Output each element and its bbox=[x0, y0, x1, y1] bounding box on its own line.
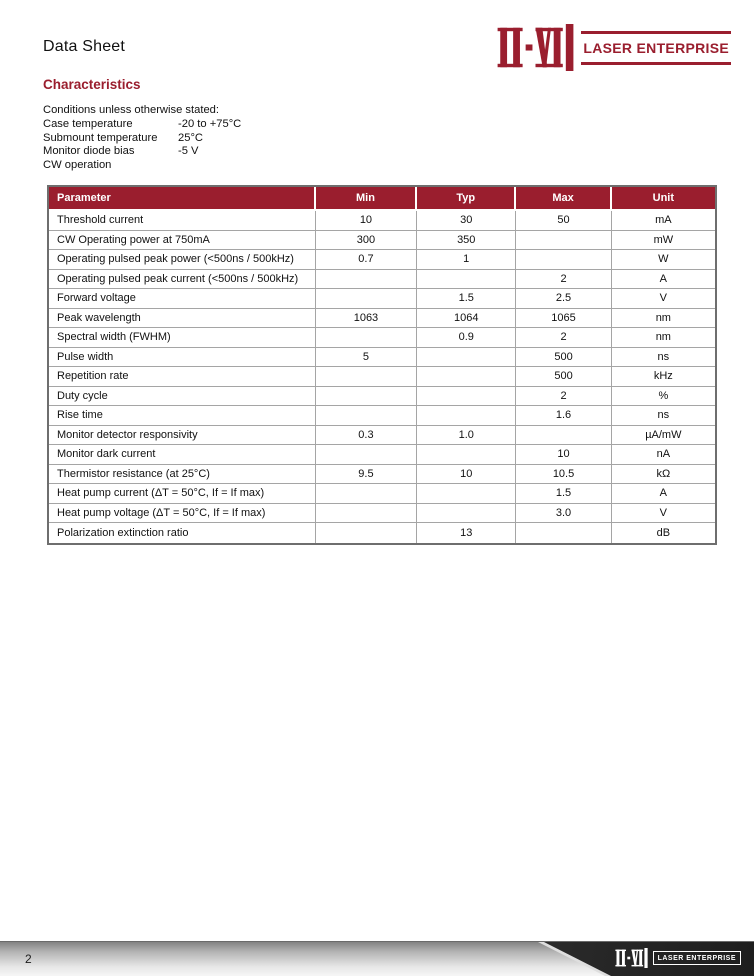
max-cell: 1065 bbox=[516, 309, 611, 329]
parameter-cell: Pulse width bbox=[49, 348, 316, 368]
condition-value: 25°C bbox=[178, 131, 203, 144]
typ-cell: 1.0 bbox=[417, 426, 516, 446]
max-cell: 1.5 bbox=[516, 484, 611, 504]
unit-cell: kHz bbox=[612, 367, 715, 387]
header-min: Min bbox=[316, 187, 417, 211]
max-cell: 500 bbox=[516, 367, 611, 387]
condition-item bbox=[43, 145, 241, 159]
section-heading: Characteristics bbox=[43, 77, 141, 92]
company-logo bbox=[497, 24, 731, 71]
min-cell bbox=[316, 387, 417, 407]
max-cell: 2 bbox=[516, 387, 611, 407]
conditions-intro-text: Conditions unless otherwise stated: bbox=[43, 104, 219, 116]
ii-vi-mark-icon bbox=[497, 24, 574, 71]
unit-cell: kΩ bbox=[612, 465, 715, 485]
table-row bbox=[49, 426, 715, 446]
condition-value: -5 V bbox=[178, 145, 199, 158]
max-cell bbox=[516, 523, 611, 543]
parameter-cell: Repetition rate bbox=[49, 367, 316, 387]
unit-cell: ns bbox=[612, 348, 715, 368]
max-cell: 2.5 bbox=[516, 289, 611, 309]
parameter-cell: Duty cycle bbox=[49, 387, 316, 407]
typ-cell: 0.9 bbox=[417, 328, 516, 348]
unit-cell: % bbox=[612, 387, 715, 407]
max-cell bbox=[516, 231, 611, 251]
table-row bbox=[49, 445, 715, 465]
max-cell: 10.5 bbox=[516, 465, 611, 485]
unit-cell: mA bbox=[612, 211, 715, 231]
unit-cell: ns bbox=[612, 406, 715, 426]
min-cell: 0.7 bbox=[316, 250, 417, 270]
table-row bbox=[49, 367, 715, 387]
ii-vi-mark-icon bbox=[615, 948, 648, 968]
condition-label: CW operation bbox=[43, 159, 112, 172]
min-cell bbox=[316, 484, 417, 504]
unit-cell: V bbox=[612, 504, 715, 524]
parameter-cell: Heat pump current (ΔT = 50°C, If = If max) bbox=[49, 484, 316, 504]
header-max: Max bbox=[516, 187, 611, 211]
max-cell: 1.6 bbox=[516, 406, 611, 426]
min-cell: 1063 bbox=[316, 309, 417, 329]
typ-cell bbox=[417, 484, 516, 504]
table-header bbox=[49, 187, 715, 211]
max-cell: 3.0 bbox=[516, 504, 611, 524]
parameter-cell: CW Operating power at 750mA bbox=[49, 231, 316, 251]
unit-cell: mW bbox=[612, 231, 715, 251]
parameter-cell: Thermistor resistance (at 25°C) bbox=[49, 465, 316, 485]
typ-cell: 1.5 bbox=[417, 289, 516, 309]
parameter-cell: Monitor dark current bbox=[49, 445, 316, 465]
conditions-intro bbox=[43, 104, 241, 118]
table-row bbox=[49, 484, 715, 504]
min-cell bbox=[316, 523, 417, 543]
page-footer bbox=[0, 941, 754, 976]
typ-cell: 13 bbox=[417, 523, 516, 543]
max-cell: 500 bbox=[516, 348, 611, 368]
condition-label: Monitor diode bias bbox=[43, 145, 135, 158]
table-row bbox=[49, 406, 715, 426]
typ-cell: 1 bbox=[417, 250, 516, 270]
min-cell bbox=[316, 367, 417, 387]
parameter-cell: Rise time bbox=[49, 406, 316, 426]
table-row bbox=[49, 231, 715, 251]
footer-company-logo bbox=[615, 948, 741, 968]
min-cell: 9.5 bbox=[316, 465, 417, 485]
parameter-cell: Operating pulsed peak power (<500ns / 500kHz) bbox=[49, 250, 316, 270]
min-cell bbox=[316, 406, 417, 426]
unit-cell: nA bbox=[612, 445, 715, 465]
table-row bbox=[49, 250, 715, 270]
min-cell: 10 bbox=[316, 211, 417, 231]
unit-cell: dB bbox=[612, 523, 715, 543]
condition-item bbox=[43, 159, 241, 173]
typ-cell bbox=[417, 270, 516, 290]
parameter-cell: Forward voltage bbox=[49, 289, 316, 309]
typ-cell: 10 bbox=[417, 465, 516, 485]
table-row bbox=[49, 328, 715, 348]
min-cell bbox=[316, 328, 417, 348]
conditions-block bbox=[43, 104, 241, 173]
parameter-cell: Operating pulsed peak current (<500ns / 500kHz) bbox=[49, 270, 316, 290]
condition-value: -20 to +75°C bbox=[178, 117, 242, 130]
table-row bbox=[49, 465, 715, 485]
logo-wordmark: LASER ENTERPRISE bbox=[581, 31, 731, 65]
table-row bbox=[49, 523, 715, 543]
typ-cell bbox=[417, 348, 516, 368]
parameter-cell: Peak wavelength bbox=[49, 309, 316, 329]
page-title: Data Sheet bbox=[43, 38, 126, 55]
table-body bbox=[49, 211, 715, 543]
parameter-cell: Monitor detector responsivity bbox=[49, 426, 316, 446]
min-cell: 5 bbox=[316, 348, 417, 368]
min-cell: 0.3 bbox=[316, 426, 417, 446]
typ-cell bbox=[417, 387, 516, 407]
min-cell bbox=[316, 270, 417, 290]
unit-cell: V bbox=[612, 289, 715, 309]
header-typ: Typ bbox=[417, 187, 516, 211]
unit-cell: µA/mW bbox=[612, 426, 715, 446]
typ-cell bbox=[417, 445, 516, 465]
parameter-cell: Polarization extinction ratio bbox=[49, 523, 316, 543]
max-cell: 2 bbox=[516, 328, 611, 348]
table-row bbox=[49, 309, 715, 329]
parameter-cell: Threshold current bbox=[49, 211, 316, 231]
typ-cell bbox=[417, 504, 516, 524]
table-row bbox=[49, 211, 715, 231]
page-number: 2 bbox=[25, 952, 32, 966]
condition-label: Submount temperature bbox=[43, 131, 158, 144]
typ-cell: 1064 bbox=[417, 309, 516, 329]
max-cell bbox=[516, 250, 611, 270]
table-row bbox=[49, 504, 715, 524]
header-parameter: Parameter bbox=[49, 187, 316, 211]
table-row bbox=[49, 348, 715, 368]
table-header-row bbox=[49, 187, 715, 211]
min-cell: 300 bbox=[316, 231, 417, 251]
max-cell: 10 bbox=[516, 445, 611, 465]
typ-cell bbox=[417, 367, 516, 387]
condition-item bbox=[43, 132, 241, 146]
footer-logo-wordmark: LASER ENTERPRISE bbox=[653, 951, 741, 965]
parameter-cell: Spectral width (FWHM) bbox=[49, 328, 316, 348]
table-row bbox=[49, 270, 715, 290]
unit-cell: A bbox=[612, 270, 715, 290]
header-unit: Unit bbox=[612, 187, 715, 211]
parameter-cell: Heat pump voltage (ΔT = 50°C, If = If max) bbox=[49, 504, 316, 524]
unit-cell: W bbox=[612, 250, 715, 270]
unit-cell: nm bbox=[612, 328, 715, 348]
max-cell bbox=[516, 426, 611, 446]
unit-cell: A bbox=[612, 484, 715, 504]
table-row bbox=[49, 289, 715, 309]
min-cell bbox=[316, 445, 417, 465]
max-cell: 2 bbox=[516, 270, 611, 290]
characteristics-table bbox=[47, 185, 717, 545]
condition-label: Case temperature bbox=[43, 117, 133, 130]
min-cell bbox=[316, 504, 417, 524]
unit-cell: nm bbox=[612, 309, 715, 329]
typ-cell: 350 bbox=[417, 231, 516, 251]
typ-cell bbox=[417, 406, 516, 426]
min-cell bbox=[316, 289, 417, 309]
max-cell: 50 bbox=[516, 211, 611, 231]
table-row bbox=[49, 387, 715, 407]
condition-item bbox=[43, 118, 241, 132]
typ-cell: 30 bbox=[417, 211, 516, 231]
